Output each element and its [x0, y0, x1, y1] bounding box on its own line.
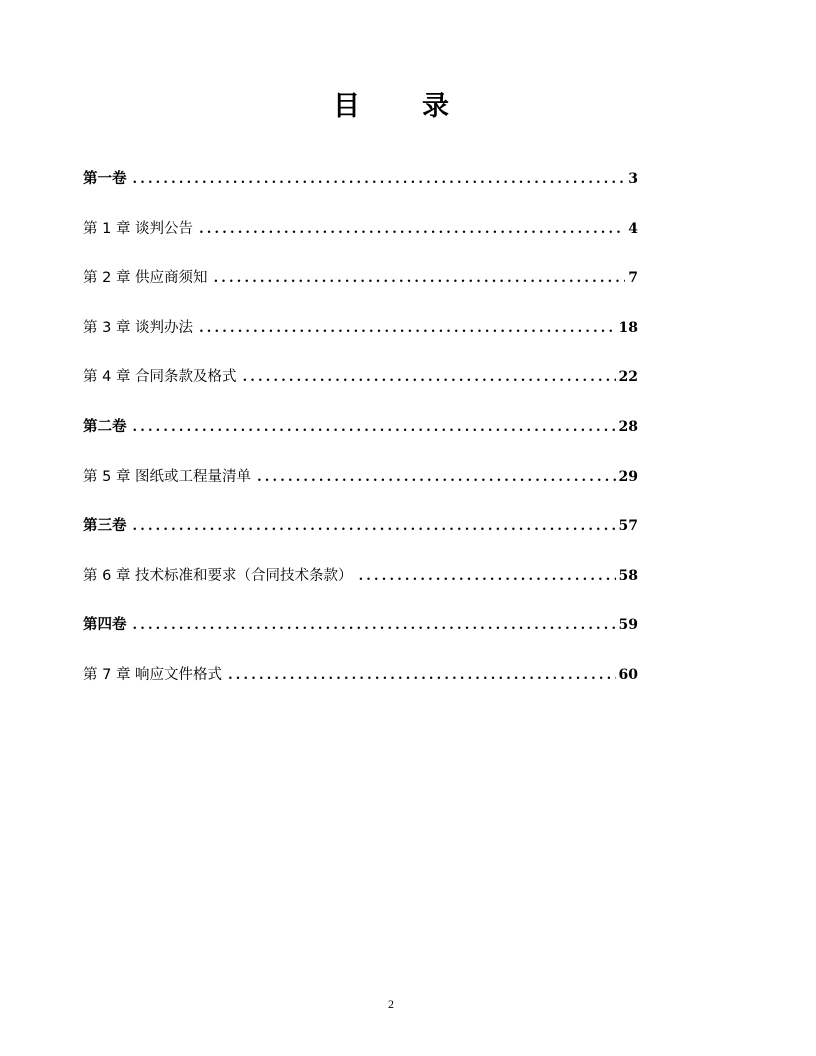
dot-leader [133, 417, 616, 439]
dot-leader [243, 367, 616, 389]
dot-leader [199, 219, 625, 241]
dot-leader [133, 169, 626, 191]
page-title [0, 88, 782, 126]
toc-entry-chapter-5[interactable] [83, 466, 638, 516]
toc-entry-volume-2[interactable] [83, 416, 638, 466]
toc-entry-chapter-1[interactable] [83, 218, 638, 268]
toc-entry-page-number: 60 [618, 666, 638, 683]
toc-entry-page-number: 22 [618, 369, 638, 386]
toc-entry-chapter-6[interactable] [83, 565, 638, 615]
dot-leader [257, 467, 615, 489]
toc-entry-page-number: 28 [618, 418, 638, 435]
toc-entry-page-number: 18 [618, 319, 638, 336]
page-footer-number: 2 [388, 997, 394, 1011]
toc-entry-page-number: 3 [628, 171, 638, 187]
dot-leader [214, 268, 626, 290]
toc-entry-chapter-2[interactable] [83, 267, 638, 317]
toc-entry-page-number: 29 [618, 468, 638, 485]
toc-entry-label: 第 6 章 技术标准和要求（合同技术条款） [83, 567, 353, 584]
dot-leader [133, 516, 616, 538]
toc-entry-volume-4[interactable] [83, 614, 638, 664]
dot-leader [133, 615, 616, 637]
toc-entry-page-number: 58 [618, 567, 638, 584]
toc-entry-label: 第 3 章 谈判办法 [83, 319, 194, 336]
toc-entry-volume-1[interactable] [83, 168, 638, 218]
toc-entry-label: 第 1 章 谈判公告 [83, 220, 194, 237]
toc-entry-label: 第 5 章 图纸或工程量清单 [83, 468, 252, 485]
toc-entry-chapter-7[interactable] [83, 664, 638, 714]
toc-entry-label: 第二卷 [83, 418, 127, 435]
title-char-2: 录 [422, 91, 449, 122]
toc-entry-label: 第 7 章 响应文件格式 [83, 666, 223, 683]
toc-entry-label: 第一卷 [83, 171, 127, 187]
dot-leader [199, 318, 615, 340]
toc-entry-label: 第三卷 [83, 518, 127, 535]
dot-leader [228, 665, 615, 687]
toc-entry-label: 第 4 章 合同条款及格式 [83, 369, 237, 386]
dot-leader [359, 566, 616, 588]
toc-entry-volume-3[interactable] [83, 515, 638, 565]
toc-entry-page-number: 57 [618, 518, 638, 535]
toc-entry-chapter-4[interactable] [83, 366, 638, 416]
toc-entry-page-number: 59 [618, 617, 638, 634]
toc-entry-label: 第 2 章 供应商须知 [83, 270, 208, 287]
toc-entry-label: 第四卷 [83, 617, 127, 634]
toc-entry-page-number: 7 [628, 270, 638, 287]
title-char-1: 目 [333, 91, 360, 122]
toc-entry-chapter-3[interactable] [83, 317, 638, 367]
toc-entry-page-number: 4 [628, 220, 638, 237]
table-of-contents [83, 168, 638, 714]
